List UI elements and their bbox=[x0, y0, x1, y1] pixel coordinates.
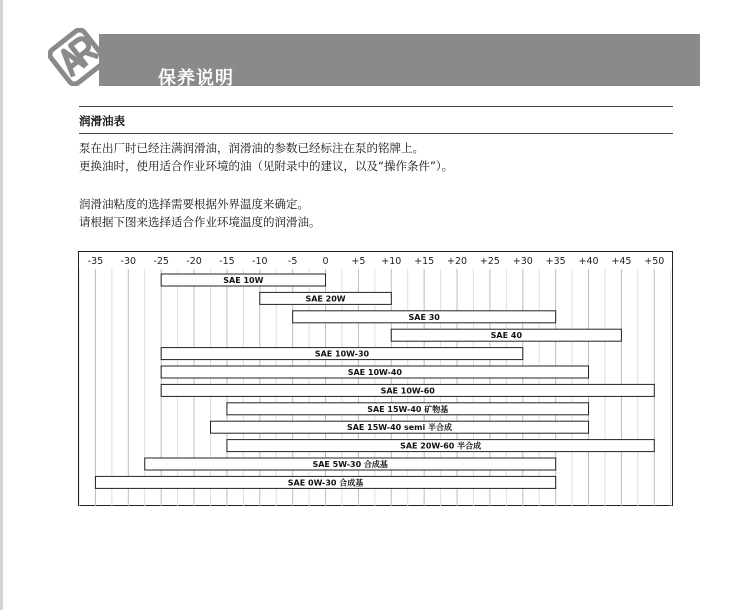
viscosity-paragraph bbox=[79, 195, 321, 231]
oil-range-label: SAE 40 bbox=[490, 331, 523, 341]
x-tick-label: -15 bbox=[219, 256, 235, 267]
oil-range-label: SAE 10W-40 bbox=[347, 368, 402, 377]
x-tick-label: +40 bbox=[578, 256, 599, 267]
oil-range-label: SAE 20W-60 半合成 bbox=[400, 441, 482, 451]
x-tick-label: +30 bbox=[512, 256, 533, 267]
oil-range-label: SAE 10W bbox=[223, 276, 264, 285]
x-tick-label: 0 bbox=[322, 256, 329, 267]
oil-range-label: SAE 10W-60 bbox=[380, 386, 435, 396]
oil-range-label: SAE 15W-40 semi 半合成 bbox=[346, 423, 453, 433]
intro-line: 更换油时，使用适合作业环境的油（见附录中的建议，以及“操作条件”）。 bbox=[79, 159, 454, 173]
x-tick-label: -25 bbox=[153, 256, 169, 267]
page-title: 保养说明 bbox=[158, 68, 234, 89]
oil-range-label: SAE 5W-30 合成基 bbox=[312, 460, 388, 469]
oil-range-label: SAE 15W-40 矿物基 bbox=[367, 404, 449, 414]
x-tick-label: -5 bbox=[287, 256, 298, 267]
intro-line: 泵在出厂时已经注满润滑油，润滑油的参数已经标注在泵的铭牌上。 bbox=[79, 141, 424, 155]
x-tick-label: -10 bbox=[252, 256, 268, 267]
x-tick-label: -35 bbox=[87, 256, 104, 267]
viscosity-line: 润滑油粘度的选择需要根据外界温度来确定。 bbox=[79, 197, 309, 211]
oil-temperature-chart bbox=[78, 251, 673, 506]
oil-range-label: SAE 0W-30 合成基 bbox=[287, 478, 364, 488]
section-rule-top bbox=[79, 106, 673, 107]
x-tick-label: -20 bbox=[186, 256, 202, 267]
x-tick-label: +45 bbox=[611, 256, 632, 267]
oil-range-label: SAE 10W-30 bbox=[314, 349, 370, 359]
x-tick-label: -30 bbox=[120, 256, 137, 267]
chart-svg bbox=[79, 252, 674, 507]
oil-range-label: SAE 20W bbox=[305, 294, 346, 304]
x-tick-label: +50 bbox=[644, 256, 665, 267]
x-tick-label: +35 bbox=[545, 256, 566, 267]
x-tick-label: +20 bbox=[447, 256, 468, 267]
intro-paragraph bbox=[79, 139, 453, 175]
section-title: 润滑油表 bbox=[79, 114, 125, 128]
x-tick-label: +5 bbox=[351, 256, 366, 267]
x-tick-label: +10 bbox=[381, 256, 402, 267]
x-tick-label: +15 bbox=[414, 256, 435, 267]
oil-range-label: SAE 30 bbox=[408, 312, 440, 322]
section-rule-bottom bbox=[79, 133, 673, 134]
x-tick-label: +25 bbox=[479, 256, 500, 267]
page-edge bbox=[0, 0, 3, 610]
brand-logo bbox=[48, 28, 106, 86]
viscosity-line: 请根据下图来选择适合作业环境温度的润滑油。 bbox=[79, 215, 321, 229]
